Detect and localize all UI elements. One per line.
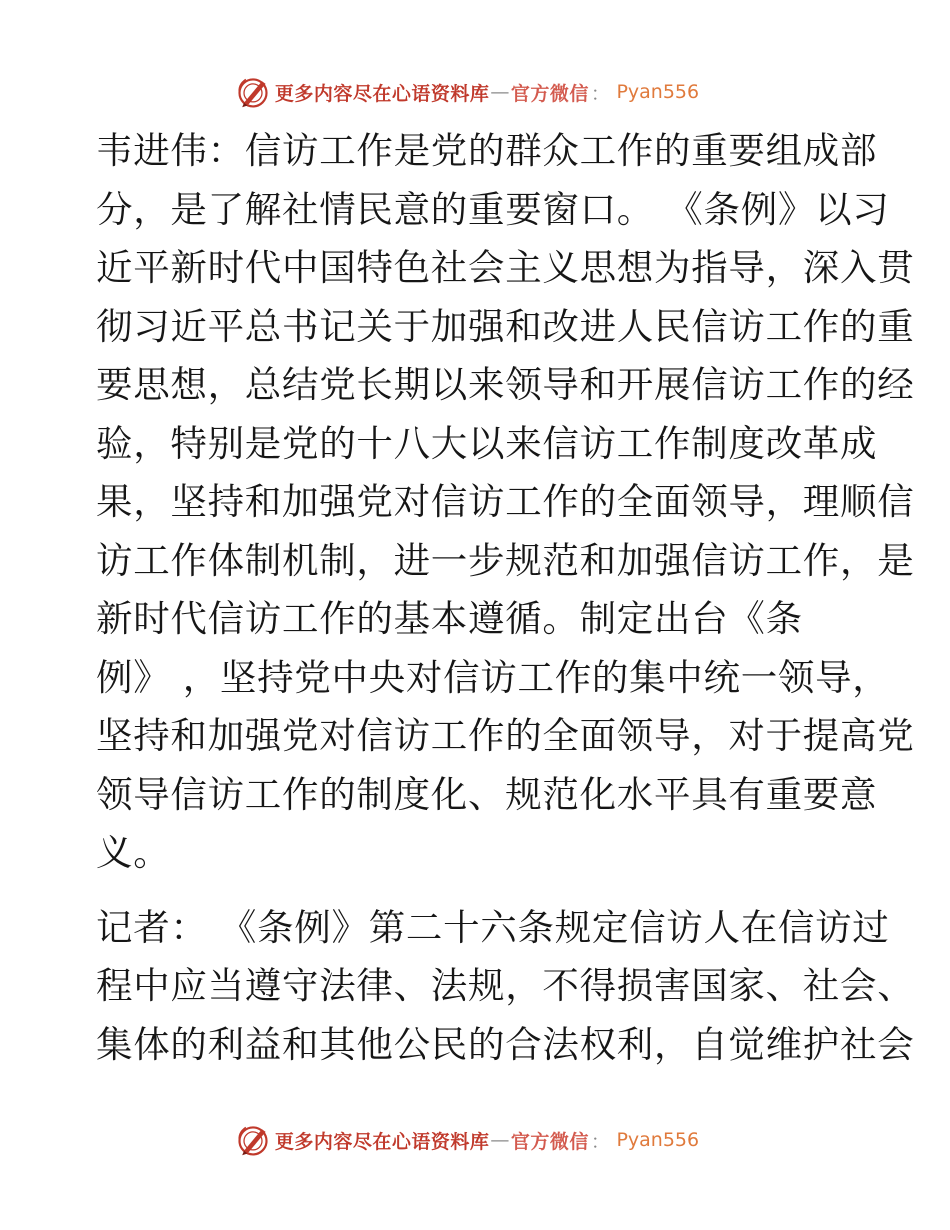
text-line: 义。: [96, 831, 171, 874]
text-line: 韦进伟：信访工作是党的群众工作的重要组成部: [96, 129, 878, 172]
text-line: 坚持和加强党对信访工作的全面领导，对于提高党: [96, 714, 915, 757]
watermark-text: [275, 1127, 699, 1154]
text-line: 验，特别是党的十八大以来信访工作制度改革成: [96, 421, 878, 465]
watermark-wechat-id: Pyan556: [616, 1129, 700, 1151]
text-line: 近平新时代中国特色社会主义思想为指导，深入贯: [96, 246, 915, 289]
watermark-text: [275, 79, 699, 106]
watermark-official-label: 官方微信: [510, 1130, 589, 1153]
watermark-inner: [235, 1122, 699, 1158]
document-body: [96, 122, 915, 1074]
header-watermark: [0, 70, 950, 114]
paragraph-reporter: [96, 899, 915, 1075]
text-line: 集体的利益和其他公民的合法权利，自觉维护社会: [96, 1022, 915, 1066]
text-line: 访工作体制机制，进一步规范和加强信访工作，是: [96, 538, 915, 582]
footer-watermark: [0, 1118, 950, 1162]
pen-logo-icon: [235, 1122, 271, 1158]
paragraph-weijinwei: [96, 122, 915, 883]
watermark-separator: —: [490, 1129, 510, 1151]
watermark-inner: [235, 74, 699, 110]
text-line: 程中应当遵守法律、法规，不得损害国家、社会、: [96, 964, 915, 1007]
watermark-official-label: 官方微信: [510, 82, 589, 105]
watermark-colon: ：: [590, 1130, 611, 1153]
text-line: 领导信访工作的制度化、规范化水平具有重要意: [96, 772, 878, 816]
text-line: 分，是了解社情民意的重要窗口。 《条例》以习: [96, 187, 890, 231]
watermark-separator: —: [490, 81, 510, 103]
text-line: 记者： 《条例》第二十六条规定信访人在信访过: [96, 905, 890, 949]
text-line: 要思想，总结党长期以来领导和开展信访工作的经: [96, 363, 915, 406]
pen-logo-icon: [235, 74, 271, 110]
watermark-colon: ：: [590, 82, 611, 105]
watermark-main-text: 更多内容尽在心语资料库: [274, 82, 490, 105]
text-line: 例》 ，坚持党中央对信访工作的集中统一领导，: [96, 655, 890, 699]
text-line: 新时代信访工作的基本遵循。制定出台《条: [96, 597, 803, 640]
watermark-main-text: 更多内容尽在心语资料库: [274, 1130, 490, 1153]
text-line: 彻习近平总书记关于加强和改进人民信访工作的重: [96, 304, 915, 348]
watermark-wechat-id: Pyan556: [616, 81, 700, 103]
text-line: 果，坚持和加强党对信访工作的全面领导，理顺信: [96, 480, 915, 523]
